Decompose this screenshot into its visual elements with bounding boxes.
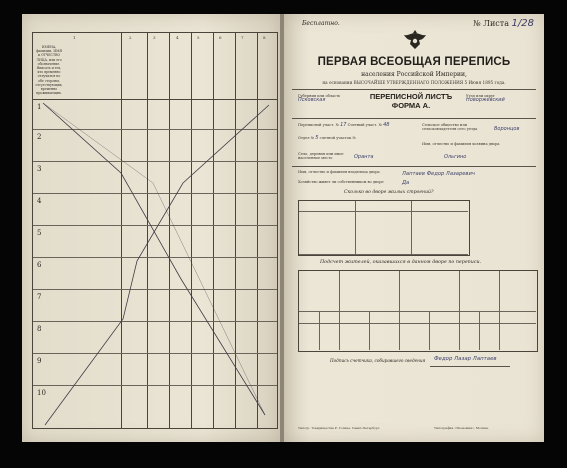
left-page xyxy=(22,14,282,442)
row-number: 8 xyxy=(37,325,42,333)
volost-field xyxy=(422,123,492,132)
imperial-eagle-icon xyxy=(402,28,428,52)
totals-table xyxy=(298,270,538,352)
owner-value: Лаптаев Федор Лазаревич xyxy=(402,171,475,177)
instructions-note xyxy=(474,200,536,254)
sheet-number-value: 1/28 xyxy=(511,18,534,29)
totals-caption: Подсчет жителей, оказавшихся в данном дворе по переписи. xyxy=(320,260,482,265)
footer-signature: Федор Лазар Лаптаев xyxy=(434,356,497,362)
district-field xyxy=(466,94,536,103)
column-number: 3 xyxy=(153,35,156,40)
sheet-number-label: № Листа xyxy=(473,19,509,28)
row-number: 9 xyxy=(37,357,42,365)
division-label: Отдел № xyxy=(298,136,315,140)
census-subtitle: населения Российской Империи, xyxy=(361,71,467,78)
column-number: 4 xyxy=(176,35,179,40)
column-number: 2 xyxy=(129,35,132,40)
census-section-value: 17 xyxy=(340,122,347,128)
governorate-value: Псковская xyxy=(298,97,326,104)
divider-line xyxy=(292,89,536,90)
form-title-line-2: ФОРМА А. xyxy=(391,101,431,110)
rooms-caption: Сколько во дворе жилых строений? xyxy=(344,190,434,195)
enumeration-label: счетной участок № xyxy=(319,136,356,140)
free-stamp: Бесплатно. xyxy=(302,20,340,27)
household-value: Да xyxy=(402,180,410,186)
column-number: 5 xyxy=(197,35,200,40)
settlement-label: Имя, отчество и фамилия хозяина двора xyxy=(422,142,500,146)
printer-note-left: Типогр. Товарищества Р. Голике, Санкт-Петербург. xyxy=(298,426,381,430)
census-section-field xyxy=(298,123,418,127)
footer-caption: Подпись счетчика, собиравшего сведения xyxy=(330,358,426,363)
census-section-label: Переписной участ. № xyxy=(298,123,339,127)
owner-label: Имя, отчество и фамилия владельца двора xyxy=(298,170,380,174)
right-page xyxy=(284,14,544,442)
volost-value: Воронцов xyxy=(494,126,520,132)
settlement-field xyxy=(422,142,542,146)
row-number: 5 xyxy=(37,229,42,237)
settlement-value: Ольгино xyxy=(444,154,467,160)
row-number: 10 xyxy=(37,389,46,397)
village-value: Оранта xyxy=(354,154,374,160)
printer-note-right: Типография «Экономия», Москва. xyxy=(434,426,489,430)
row-number: 6 xyxy=(37,261,42,269)
owner-field xyxy=(298,170,398,174)
district-label: Уезд или округ xyxy=(466,94,495,98)
column-number: 6 xyxy=(219,35,222,40)
census-decree-note: на основании ВЫСОЧАЙШЕ УТВЕРЖДЕННАГО ПОЛОЖЕНИЯ 5 Июня 1895 года. xyxy=(322,80,506,85)
row-number: 1 xyxy=(37,103,42,111)
volost-label: Сельское общество или сельсковладетеля сего уезда xyxy=(422,123,478,132)
counting-section-value: 48 xyxy=(383,122,390,128)
column-number: 7 xyxy=(241,35,244,40)
form-title xyxy=(366,92,456,110)
left-table-header-text: ИМЕНА, фамилии, ИМЯ и ОТЧЕСТВО ЛИЦА, или его обозначение. Вписать и тех, кто временно отлучился по обе стороны, отсутствующих, временно проживающих. xyxy=(35,45,63,95)
governorate-label: Губерния или область xyxy=(298,94,341,98)
column-number: 8 xyxy=(263,35,266,40)
form-title-line-1: ПЕРЕПИСНОЙ ЛИСТЪ xyxy=(369,92,453,101)
division-value: 5 xyxy=(315,135,319,141)
row-number: 3 xyxy=(37,165,42,173)
sheet-number xyxy=(473,18,534,29)
household-field xyxy=(298,180,398,184)
census-title: ПЕРВАЯ ВСЕОБЩАЯ ПЕРЕПИСЬ xyxy=(317,56,511,68)
household-label: Хозяйство живет ли собственником во дворе xyxy=(298,180,384,184)
counting-section-label: Счетный участ. № xyxy=(347,123,382,127)
row-number: 4 xyxy=(37,197,42,205)
column-number: 1 xyxy=(73,35,76,40)
governorate-field xyxy=(298,94,360,103)
district-value: Новоржевский xyxy=(466,97,505,104)
cross-out-lines xyxy=(33,33,277,428)
divider-line xyxy=(292,166,536,167)
village-label: Село, деревня или иное населенное место xyxy=(298,152,344,161)
division-field xyxy=(298,136,418,140)
row-number: 2 xyxy=(37,133,42,141)
row-number: 7 xyxy=(37,293,42,301)
village-field xyxy=(298,152,358,161)
open-census-book xyxy=(22,14,544,442)
signature-line xyxy=(430,366,510,367)
divider-line xyxy=(292,118,536,119)
left-page-table xyxy=(32,32,278,429)
buildings-grid xyxy=(298,200,470,256)
